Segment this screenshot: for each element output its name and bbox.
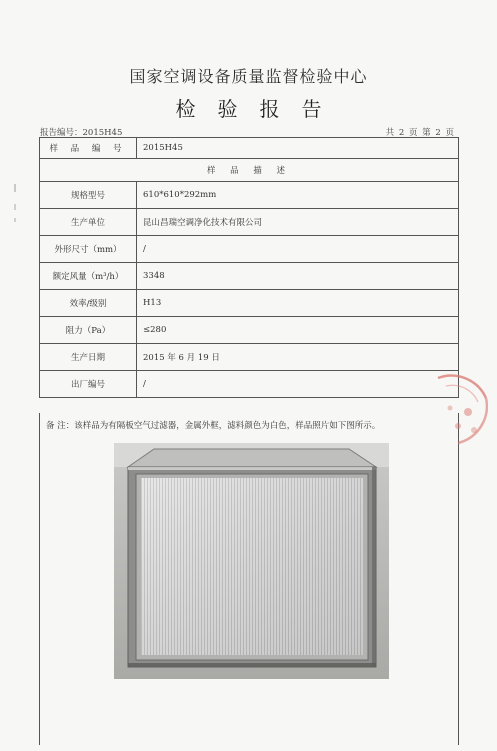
row-label: 生产单位 <box>40 209 137 236</box>
table-row <box>40 290 459 317</box>
table-row <box>40 371 459 398</box>
row-value: ≤280 <box>137 317 459 344</box>
row-value: 610*610*292mm <box>137 182 459 209</box>
row-label: 阻力（Pa） <box>40 317 137 344</box>
table-row <box>40 209 459 236</box>
sample-info-table <box>39 137 459 398</box>
row-label: 外形尺寸（mm） <box>40 236 137 263</box>
row-value: H13 <box>137 290 459 317</box>
remarks-section <box>39 413 459 745</box>
row-label: 效率/级别 <box>40 290 137 317</box>
table-row <box>40 138 459 159</box>
report-number: 报告编号：2015H45 <box>40 128 123 138</box>
inspection-stamp-icon <box>428 368 488 448</box>
sample-no-label: 样 品 编 号 <box>40 138 137 159</box>
page-indicator: 共 2 页 第 2 页 <box>385 128 455 138</box>
row-label: 出厂编号 <box>40 371 137 398</box>
table-row <box>40 236 459 263</box>
row-label: 规格型号 <box>40 182 137 209</box>
row-value: 2015 年 6 月 19 日 <box>137 344 459 371</box>
section-title: 样 品 描 述 <box>40 159 459 182</box>
binding-marks <box>12 184 18 224</box>
table-row <box>40 263 459 290</box>
row-value: / <box>137 371 459 398</box>
table-row <box>40 344 459 371</box>
row-label: 生产日期 <box>40 344 137 371</box>
row-value: 昆山昌瑞空调净化技术有限公司 <box>137 209 459 236</box>
table-row <box>40 182 459 209</box>
sample-photo <box>114 443 389 679</box>
table-row <box>40 317 459 344</box>
row-label: 额定风量（m³/h） <box>40 263 137 290</box>
row-value: / <box>137 236 459 263</box>
report-title: 检验报告 <box>175 97 344 121</box>
table-row <box>40 159 459 182</box>
remarks-text: 备 注：该样品为有隔板空气过滤器，金属外框，滤料颜色为白色，样品照片如下图所示。 <box>46 421 381 431</box>
organization-name: 国家空调设备质量监督检验中心 <box>129 67 368 86</box>
sample-no-value: 2015H45 <box>137 138 459 159</box>
row-value: 3348 <box>137 263 459 290</box>
